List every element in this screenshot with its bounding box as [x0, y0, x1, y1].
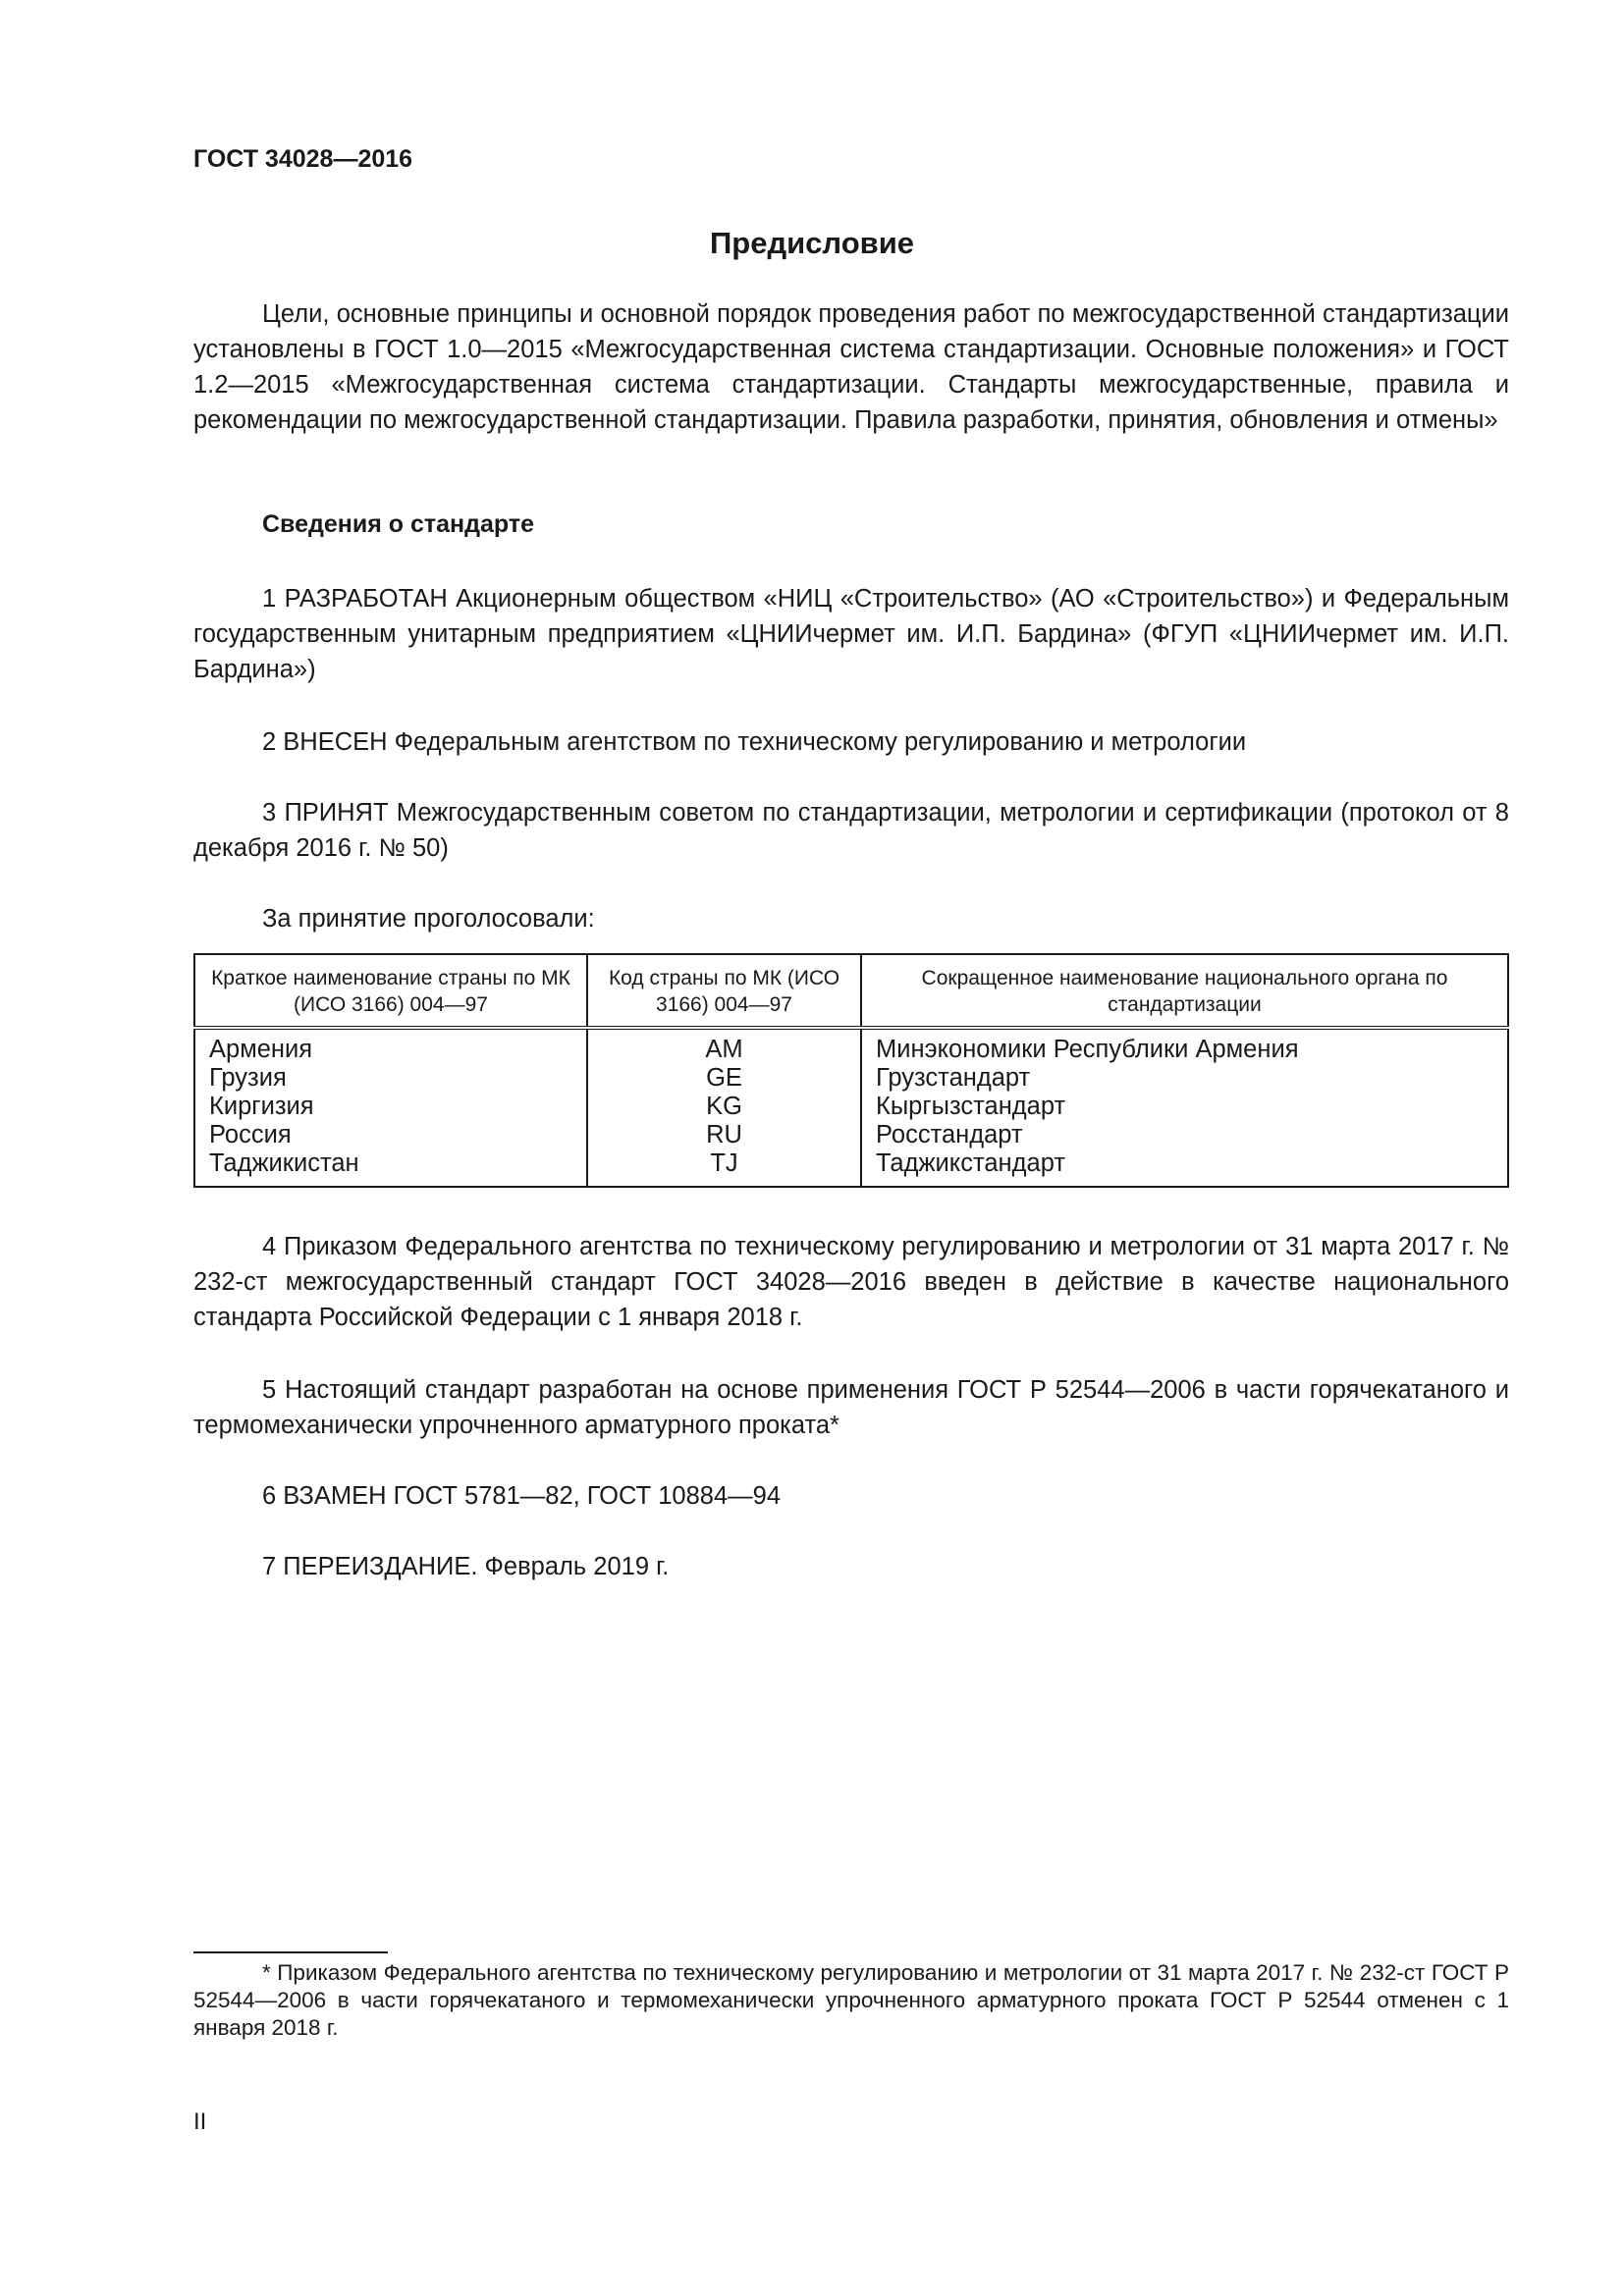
country-code: KG — [706, 1093, 742, 1120]
intro-paragraph: Цели, основные принципы и основной порядок проведения работ по межгосударственной стандартизации установлены в ГОСТ 1.0—2015 «Межгосударственная система стандартизации. Основные положения» и ГОСТ 1.2—2015 «Межгосударственная система стандартизации. Стандарты межгосударственные, правила и рекомендации по межгосударственной стандартизации. Правила разработки, принятия, обновления и отмены» — [193, 300, 1509, 434]
column-header-country: Краткое наименование страны по МК (ИСО 3166) 004—97 — [194, 954, 587, 1028]
country-name: Грузия — [209, 1064, 287, 1092]
country-cell — [194, 1028, 587, 1187]
country-name: Армения — [209, 1036, 313, 1063]
table-header-row — [194, 954, 1508, 1028]
standards-body: Кыргызстандарт — [876, 1093, 1066, 1120]
footnote: * Приказом Федерального агентства по техническому регулированию и метрологии от 31 марта 2017 г. № 232-ст ГОСТ Р 52544—2006 в части горячекатаного и термомеханически упрочненного арматурного проката ГОСТ Р 52544 отменен с 1 января 2018 г. — [193, 1960, 1509, 2040]
vote-intro: За принятие проголосовали: — [262, 905, 595, 933]
standards-body: Таджикстандарт — [876, 1149, 1066, 1177]
page-title: Предисловие — [709, 226, 914, 260]
item-1-developed: 1 РАЗРАБОТАН Акционерным обществом «НИЦ «Строительство» (АО «Строительство») и Федеральным государственным унитарным предприятием «ЦНИИчермет им. И.П. Бардина» (ФГУП «ЦНИИчермет им. И.П. Бардина») — [193, 585, 1509, 683]
country-code: GE — [706, 1064, 742, 1092]
standards-body: Росстандарт — [876, 1121, 1023, 1148]
code-cell — [587, 1028, 861, 1187]
country-code: TJ — [710, 1149, 738, 1177]
item-6-replaces: 6 ВЗАМЕН ГОСТ 5781—82, ГОСТ 10884—94 — [262, 1482, 782, 1510]
standards-body: Минэкономики Республики Армения — [876, 1036, 1299, 1063]
voting-table — [193, 953, 1509, 1188]
item-3-adopted: 3 ПРИНЯТ Межгосударственным советом по стандартизации, метрологии и сертификации (протокол от 8 декабря 2016 г. № 50) — [193, 799, 1509, 862]
section-heading-standard-info: Сведения о стандарте — [262, 510, 535, 538]
country-name: Таджикистан — [209, 1149, 359, 1177]
page-number: II — [193, 2109, 207, 2135]
footnote-separator — [193, 1951, 388, 1953]
country-code: RU — [706, 1121, 742, 1148]
item-4-enacted: 4 Приказом Федерального агентства по техническому регулированию и метрологии от 31 марта 2017 г. № 232-ст межгосударственный стандарт ГОСТ 34028—2016 введен в действие в качестве национального стандарта Российской Федерации с 1 января 2018 г. — [193, 1233, 1509, 1331]
column-header-code: Код страны по МК (ИСО 3166) 004—97 — [587, 954, 861, 1028]
table-row — [194, 1028, 1508, 1187]
item-7-reissue: 7 ПЕРЕИЗДАНИЕ. Февраль 2019 г. — [262, 1553, 670, 1580]
column-header-body: Сокращенное наименование национального органа по стандартизации — [861, 954, 1508, 1028]
country-code: AM — [705, 1036, 743, 1063]
standards-body: Грузстандарт — [876, 1064, 1031, 1092]
country-name: Киргизия — [209, 1093, 314, 1120]
document-header: ГОСТ 34028—2016 — [193, 145, 413, 173]
item-5-basis: 5 Настоящий стандарт разработан на основе применения ГОСТ Р 52544—2006 в части горячекатаного и термомеханически упрочненного арматурного проката* — [193, 1376, 1509, 1439]
country-name: Россия — [209, 1121, 292, 1148]
item-2-submitted: 2 ВНЕСЕН Федеральным агентством по техническому регулированию и метрологии — [262, 728, 1247, 756]
body-cell — [861, 1028, 1508, 1187]
